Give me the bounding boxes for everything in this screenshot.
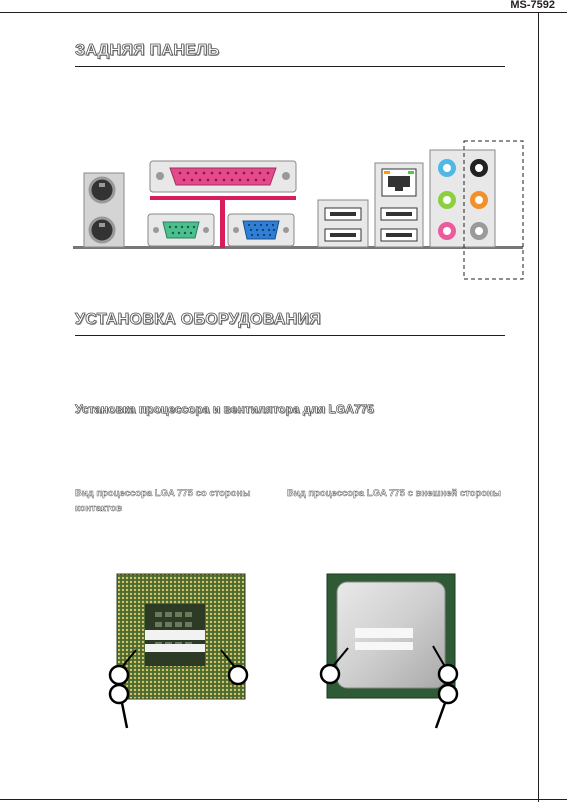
hardware-rule bbox=[75, 335, 505, 336]
parallel-port-icon bbox=[150, 161, 296, 192]
ps2-port-icon bbox=[84, 173, 124, 247]
hardware-title: УСТАНОВКА ОБОРУДОВАНИЯ bbox=[75, 311, 322, 328]
model-number: MS-7592 bbox=[510, 0, 555, 11]
serial-port-icon bbox=[148, 214, 214, 246]
audio-jack-icon bbox=[430, 150, 495, 247]
back-panel-diagram bbox=[70, 138, 530, 283]
back-panel-rule bbox=[75, 66, 505, 67]
vga-port-icon bbox=[228, 214, 294, 246]
usb-port-icon bbox=[318, 200, 368, 247]
cpu-pin-side-image bbox=[105, 568, 265, 733]
bottom-divider bbox=[0, 799, 567, 800]
back-panel-title: ЗАДНЯЯ ПАНЕЛЬ bbox=[75, 42, 220, 59]
cpu-top-side-image bbox=[315, 568, 475, 733]
cpu-install-heading: Установка процессора и вентилятора для LGA775 bbox=[75, 402, 374, 416]
top-divider bbox=[0, 12, 567, 13]
page-edge-line bbox=[538, 12, 539, 802]
parallel-bar-stem bbox=[220, 196, 225, 248]
top-side-caption: Вид процессора LGA 775 с внешней стороны bbox=[287, 488, 501, 499]
pin-side-caption: Вид процессора LGA 775 со стороны контактов bbox=[75, 488, 251, 514]
